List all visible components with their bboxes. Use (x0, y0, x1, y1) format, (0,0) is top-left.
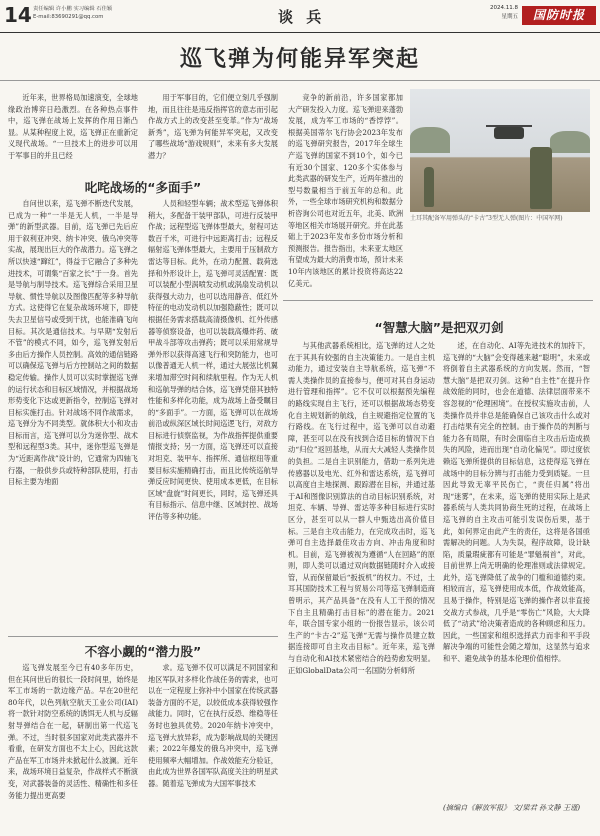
brain-column-2 (443, 340, 590, 800)
paragraph: 述，在自动化、AI等先进技术的加持下，巡飞弹的“大脑”会变得越来越“聪明”，未来或将倒着自主武器系统的方向发展。然而，“智慧大脑”是把双刃剑。这种“自主性”在提升作战效能的同时，也会在道德、法律层面带来不容忽视的“伦理困境”。在授权实施攻击前，人类操作员并非总是能确保自己该攻击什么或对打击结果有完全的控制。由于操作员的判断与能力各有局限，有时会面临自主攻击后造成损失的风险，进而出现“自动化偏见”。即过度依赖巡飞弹所提供的目标信息，这使得巡飞弹在战场中的目标分辨与打击能力受到质疑。一旦因此导致无辜平民伤亡，“责任归属”将出现“迷雾”，在未来，巡飞弹的使用实际上是武器系统与人类共同协商生死的过程，在战场上巡飞弹的自主攻击可能引发误伤后果，基于此，如何界定由此产生的责任，这将是各国亟需解决的问题。人为失误，程序故障，设计缺陷，质量瑕疵都有可能是“罪魁祸首”，对此，目前世界上尚无明确的伦理准则或法律规定。此外，巡飞弹降低了战争的门槛和道德约束。相较而言，巡飞弹使用成本低，作战效能高，且易于操作，特别是巡飞弹的操作者以非直接交战方式参战，几乎是“零伤亡”风险，大大降低了“动武”给决策者造成的各种顾虑和压力。因此，一些国家和组织选择武力而非和平手段解决争端的可能性会随之增加，这显然与追求和平、避免战争的基本伦理价值相悖。 (443, 341, 590, 664)
subhead-brain: “智慧大脑”是把双刃剑 (374, 320, 504, 335)
date: 2024.11.8 (490, 5, 518, 11)
email: E-mail:83690291@qq.com (33, 14, 104, 20)
paragraph: 与其他武器系统相比，巡飞弹的过人之处在于其具有较强的自主决策能力。一是自主机动能力，通过安装自主导航系统，巡飞弹“不需人类操作员的直接参与，便可对其自身运动进行管理和指挥”。它不仅可以根据预先编程的路线实现自主飞行，还可以根据战场态势变化自主规划新的航线，自主规避指定位置的飞行路线。在飞行过程中，巡飞弹可以自动避障，甚至可以在没有找到合适目标的情况下自动“归位”返回基地，从而大大减轻人类操作员的负担。二是自主识别能力，借助一系列先进传感器以及电光、红外和雷达系统，巡飞弹可以高度自主地探测、跟踪潜在目标，并通过基于AI和图像识别算法的自动目标识别系统，对坦克、车辆、导弹、雷达等多种目标进行实时区分，甚至可以从一群人中甄选出高价值目标。三是自主攻击能力，在完成攻击时，巡飞弹可自主选择最佳攻击方向、冲击角度和时机。目前，巡飞弹被视为遵循“人在回路”的原则，即人类可以通过双向数据链随时介入或接管，从而保留最后“扳扳机”的权力。不过，土耳其国防技术工程与贸易公司等巡飞弹制造商曾明示，其产品具备“在没有人工干预的情况下自主且精确打击目标”的潜在能力。2021年，联合国专家小组的一份报告显示，该公司生产的“卡古-2”巡飞弹“无需与操作员建立数据连接即可自主攻击目标”。近年来，巡飞弹与自动化和AI技术紧密结合的趋势愈发明显。正如GlobalData公司一名国防分析师所 (288, 341, 435, 675)
weekday: 星期五 (501, 14, 518, 20)
subhead-combat: 叱咤战场的“多面手” (84, 180, 202, 195)
combat-column-2 (148, 198, 278, 630)
paragraph: 自问世以来，巡飞弹不断迭代发展，已成为一种“一半是无人机，一半是导弹”的新型武器。目前，巡飞弹已先后应用于叙利亚冲突、纳卡冲突、俄乌冲突等实战，展现出巨大的作战潜力。巡飞弹之所以快速“蹿红”，得益于它融合了多种先进技术，可谓集“百家之长”于一身。首先是导航与制导技术。巡飞弹综合采用卫星导航、惯性导航以及图像匹配等多种导航方式。这使得它在复杂战场环境下，即使失去卫星信号或受到干扰，也能准确飞向目标。其次是通信技术。与早期“发射后不管”的模式不同，如今，巡飞弹发射后多由后方操作人员控制。高效的通信链路可以确保巡飞弹与后方控制站之间的数据稳定传输。操作人员可以实时掌握巡飞弹的运行状态和目标区域情况，并根据战场形势变化下达或更新指令，控制巡飞弹对目标实施打击。针对战场不同作战需求，巡飞弹分为不同类型。就体积大小和攻击目标而言，巡飞弹可以分为迷你型、战术型和远程型3类。其中，迷你型巡飞弹是为“近距离作战”设计的，它通常为四轴飞行器，一般供步兵或特种部队使用，打击目标主要为地面 (8, 199, 138, 487)
drone-photo (410, 89, 590, 212)
paragraph: 近年来，世界格局加速演变，全球地缘政治博弈日趋激烈。在各种热点事件中，巡飞弹在战场上发挥的作用日渐凸显。从某种程度上说，巡飞弹正在重新定义现代战场。“一旦技术上的进步可以用于军事目的并且已经 (8, 93, 138, 160)
brain-column-1 (288, 340, 435, 825)
issue-date (486, 4, 518, 22)
headline: 巡飞弹为何能异军突起 (179, 47, 420, 72)
tree-shape (550, 131, 590, 153)
combat-column-1 (8, 198, 138, 630)
potential-column-1 (8, 662, 138, 828)
brain-rule (283, 300, 593, 301)
potential-rule (8, 636, 278, 637)
headline-rule (0, 80, 600, 81)
paragraph: 用于军事目的，它们便立刻几乎强制地，而且往往是违反指挥官的意志而引起作战方式上的改变甚至变革。”作为“战场新秀”，巡飞弹为何能异军突起，又改变了哪些战场“游戏规则”，未来有多大发展潜力？ (148, 93, 278, 160)
page-header (0, 0, 600, 33)
paragraph: 人员和轻型车辆；战术型巡飞弹体积稍大，多配备干装甲部队，可进行反装甲作战；远程型巡飞弹体型最大，射程可达数百千米，可进行中远距离打击；远程反辐射巡飞弹体型最大，主要用于压制敌方雷达等目标。此外，在动力配置、载荷选择和外形设计上，巡飞弹可灵活配置：既可以装配小型涡喷发动机或涡扇发动机以获得强大动力，也可以选用静音、低红外特征的电动发动机以加强隐蔽性；既可以根据任务需求搭载高清摄像机、红外传感器等侦察设备，也可以装载高爆炸药、破甲战斗部等攻击弹药；既可以采用常规导弹外形以获得高速飞行和突防能力，也可以像普通无人机一样，通过大展弦比机翼来增加滞空时间和续航里程。作为无人机和巡航导弹的结合体，巡飞弹凭借其独特性能和多样化功能，成为战场上备受瞩目的“多面手”。一方面，巡飞弹可以在战场前沿或纵深区域长时间巡逻飞行，对敌方目标进行侦察监视，为作战指挥提供重要情报支持；另一方面，巡飞弹还可以直接对坦克、装甲车、指挥所、通信枢纽等重要目标实施精确打击，而且比传统巡航导弹反应时间更快、使用成本更低，在目标区域“盘旋”时间更长，同时，巡飞弹还具有目标指示、信息中继、区域封控、战场评估等多种功能。 (148, 199, 278, 522)
loitering-munition-shape (494, 127, 524, 139)
editor-info (33, 5, 112, 21)
potential-column-2 (148, 662, 278, 828)
soldier-shape (424, 167, 434, 207)
newspaper-logo: 国防时报 (522, 6, 596, 25)
intro-column-2 (148, 92, 278, 172)
subhead-potential: 不容小觑的“潜力股” (84, 644, 202, 659)
intro-column-3 (288, 92, 403, 292)
editors: 责任编辑 许小鹏 实习编辑 石佳颖 (33, 6, 113, 12)
section-title: 谈 兵 (278, 8, 326, 26)
paragraph: 巡飞弹发展至今已有40多年历史，但在其问世后的很长一段时间里，始终是军工市场的一款边缘产品。早在20世纪80年代，以色列航空航天工业公司(IAI)将一款针对防空系统的诱饵无人机与反辐射导弹结合在一起，研制出第一代巡飞弹。不过，当时很多国家对此类武器并不看重，在研发方面也不太上心，因此这款产品在军工市场并未掀起什么波澜。近年来，战场环境日益复杂，作战样式不断演变，对武器装备的灵活性、精确性和多任务能力提出更高要 (8, 663, 138, 800)
intro-column-1 (8, 92, 138, 172)
tree-shape (410, 127, 450, 153)
photo-caption: 土耳其配备军用弹头的“卡古”3型无人弹(图片：中国军网) (410, 215, 563, 222)
soldier-shape (530, 147, 552, 209)
paragraph: 求。巡飞弹不仅可以满足不同国家和地区军队对多样化作战任务的需求，也可以在一定程度上弥补中小国家在传统武器装备方面的不足，以较低成本获得较强作战能力。同时，它在执行反恐、维稳等任务时也独具优势。2020年纳卡冲突中，巡飞弹大放异彩，成为影响战局的关键因素；2022年爆发的俄乌冲突中，巡飞弹使用频率大幅增加。作战效能充分验证，由此成为世界各国军队高度关注的明星武器。随着巡飞弹成为大国军事技术 (148, 663, 278, 788)
paragraph: 竞争的新前沿，许多国家都加大产研发投入力度。巡飞弹迎来蓬勃发展，成为军工市场的“香饽饽”。根据美国蒂尔飞行协会2023年发布的巡飞弹研究报告，2017年全球生产巡飞弹的国家不到10个，如今已有近30个国家、120多个实体参与此类武器的研发生产，近两年推出的型号数量相当于前五年的总和。此外，一些全球市场研究机构和数据分析咨询公司也对近五年，北美、欧洲等地区相关市场展开研究。并在此基础上于2023年发布多份市场分析和预测报告。报告指出，未来亚太地区有望成为最大的消费市场，预计未来10年内该地区的累计投资将高达22亿美元。 (288, 93, 403, 288)
byline: (摘编自《解放军报》 文/梁君 孙文静 王谨) (443, 803, 581, 812)
page-number: 14 (4, 3, 32, 27)
